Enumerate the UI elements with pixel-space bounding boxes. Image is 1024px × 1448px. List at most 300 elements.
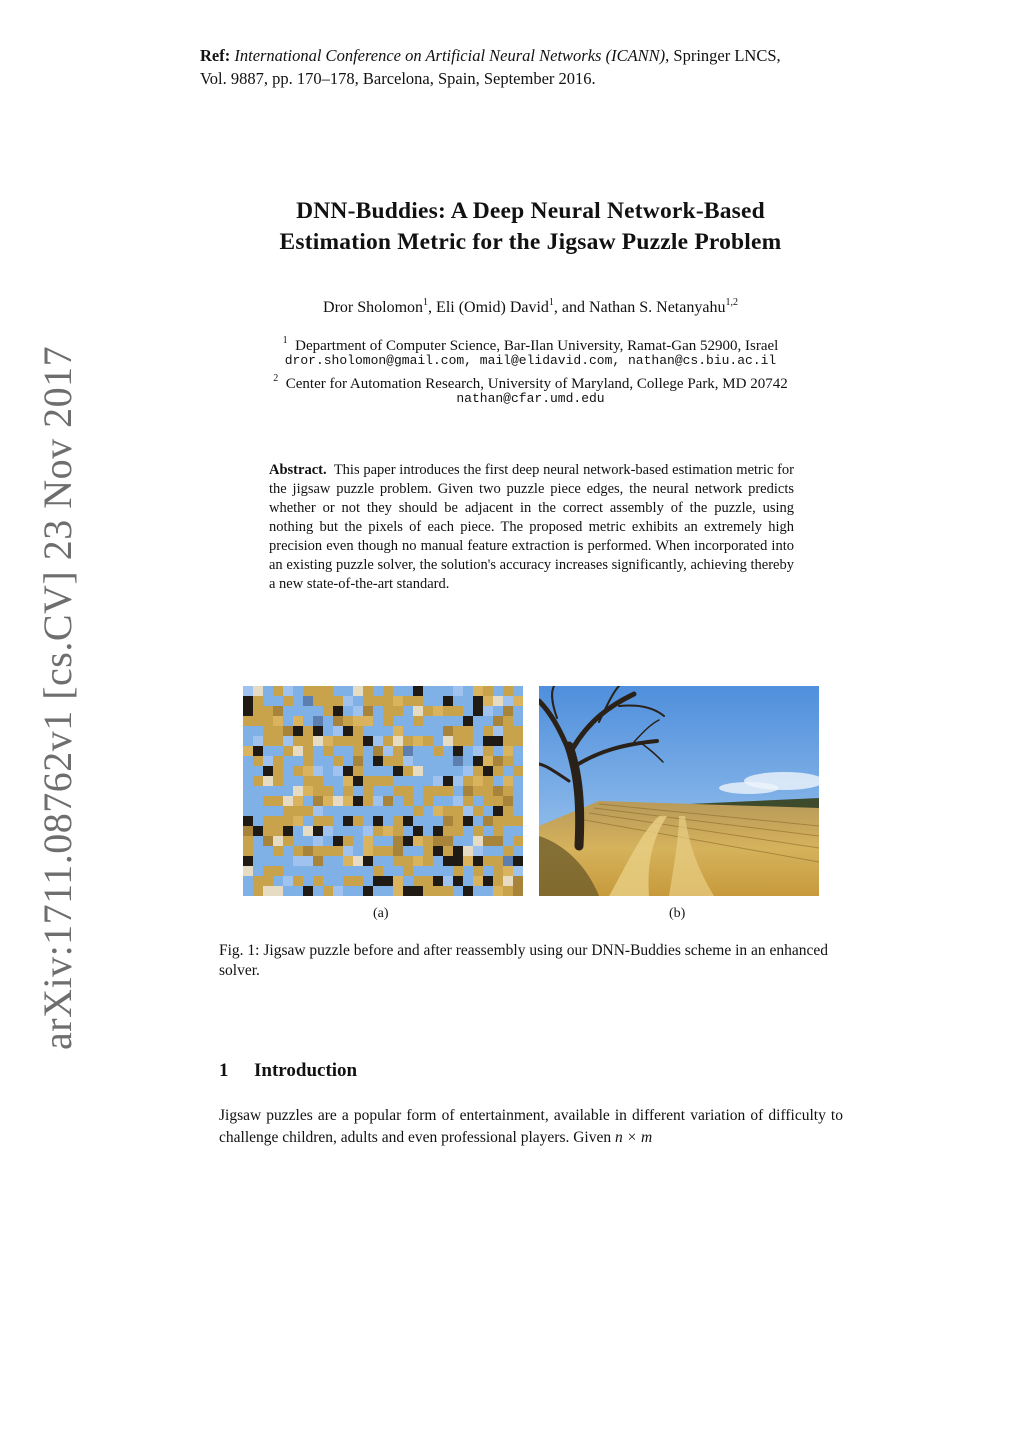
puzzle-tile: [253, 736, 263, 746]
intro-text: Jigsaw puzzles are a popular form of entertainment, available in different variation of difficulty to challenge children, adults and even professional players. Given: [219, 1107, 843, 1146]
puzzle-tile: [393, 696, 403, 706]
puzzle-tile: [443, 886, 453, 896]
puzzle-tile: [433, 886, 443, 896]
puzzle-tile: [263, 836, 273, 846]
puzzle-tile: [513, 776, 523, 786]
puzzle-tile: [453, 886, 463, 896]
puzzle-tile: [273, 856, 283, 866]
subfigure-label-b: (b): [669, 906, 686, 921]
puzzle-tile: [303, 866, 313, 876]
puzzle-tile: [283, 716, 293, 726]
puzzle-tile: [513, 716, 523, 726]
puzzle-tile: [423, 836, 433, 846]
puzzle-tile: [283, 796, 293, 806]
puzzle-tile: [263, 856, 273, 866]
puzzle-tile: [293, 826, 303, 836]
puzzle-tile: [243, 766, 253, 776]
puzzle-tile: [353, 786, 363, 796]
puzzle-tile: [463, 746, 473, 756]
puzzle-tile: [343, 856, 353, 866]
puzzle-tile: [453, 836, 463, 846]
puzzle-tile: [403, 886, 413, 896]
puzzle-tile: [293, 816, 303, 826]
puzzle-tile: [253, 686, 263, 696]
puzzle-tile: [403, 776, 413, 786]
puzzle-tile: [443, 726, 453, 736]
puzzle-tile: [393, 746, 403, 756]
puzzle-tile: [373, 876, 383, 886]
puzzle-tile: [353, 876, 363, 886]
puzzle-tile: [443, 796, 453, 806]
puzzle-tile: [303, 686, 313, 696]
puzzle-tile: [443, 746, 453, 756]
puzzle-tile: [413, 836, 423, 846]
puzzle-tile: [453, 856, 463, 866]
puzzle-tile: [403, 696, 413, 706]
puzzle-tile: [493, 886, 503, 896]
reference-line2: Vol. 9887, pp. 170–178, Barcelona, Spain, September 2016.: [200, 69, 596, 88]
puzzle-tile: [443, 766, 453, 776]
author-sep: , and: [553, 299, 590, 316]
puzzle-tile: [473, 736, 483, 746]
puzzle-tile: [253, 826, 263, 836]
puzzle-tile: [253, 816, 263, 826]
puzzle-tile: [343, 706, 353, 716]
puzzle-tile: [313, 776, 323, 786]
puzzle-tile: [413, 876, 423, 886]
puzzle-tile: [323, 806, 333, 816]
puzzle-tile: [333, 886, 343, 896]
puzzle-tile: [363, 726, 373, 736]
puzzle-tile: [303, 796, 313, 806]
puzzle-tile: [343, 846, 353, 856]
puzzle-tile: [503, 836, 513, 846]
puzzle-tile: [283, 886, 293, 896]
puzzle-tile: [243, 826, 253, 836]
puzzle-tile: [503, 686, 513, 696]
puzzle-tile: [273, 776, 283, 786]
puzzle-tile: [503, 786, 513, 796]
puzzle-tile: [473, 776, 483, 786]
puzzle-tile: [323, 736, 333, 746]
puzzle-tile: [293, 886, 303, 896]
puzzle-tile: [363, 826, 373, 836]
puzzle-tile: [323, 886, 333, 896]
puzzle-tile: [443, 826, 453, 836]
puzzle-tile: [273, 766, 283, 776]
puzzle-tile: [353, 776, 363, 786]
title-line-1: DNN-Buddies: A Deep Neural Network-Based: [296, 198, 765, 224]
puzzle-tile: [403, 756, 413, 766]
puzzle-tile: [283, 736, 293, 746]
puzzle-tile: [483, 806, 493, 816]
puzzle-tile: [513, 826, 523, 836]
puzzle-tile: [463, 866, 473, 876]
puzzle-tile: [293, 776, 303, 786]
puzzle-tile: [333, 876, 343, 886]
puzzle-tile: [403, 706, 413, 716]
puzzle-tile: [493, 726, 503, 736]
puzzle-tile: [503, 776, 513, 786]
puzzle-tile: [423, 736, 433, 746]
puzzle-tile: [333, 726, 343, 736]
puzzle-tile: [273, 736, 283, 746]
puzzle-tile: [333, 796, 343, 806]
puzzle-tile: [253, 806, 263, 816]
puzzle-tile: [323, 866, 333, 876]
puzzle-tile: [513, 886, 523, 896]
puzzle-tile: [253, 716, 263, 726]
puzzle-tile: [483, 846, 493, 856]
puzzle-tile: [423, 686, 433, 696]
puzzle-tile: [253, 746, 263, 756]
puzzle-tile: [353, 866, 363, 876]
puzzle-tile: [483, 786, 493, 796]
puzzle-tile: [453, 766, 463, 776]
puzzle-tile: [303, 776, 313, 786]
puzzle-tile: [253, 836, 263, 846]
abstract-label: Abstract.: [269, 462, 327, 478]
intro-math: n × m: [614, 1129, 653, 1146]
puzzle-tile: [433, 816, 443, 826]
puzzle-tile: [243, 686, 253, 696]
puzzle-tile: [323, 836, 333, 846]
puzzle-tile: [413, 846, 423, 856]
puzzle-tile: [343, 686, 353, 696]
puzzle-tile: [493, 766, 503, 776]
puzzle-tile: [303, 726, 313, 736]
puzzle-tile: [323, 816, 333, 826]
puzzle-tile: [283, 786, 293, 796]
puzzle-tile: [293, 726, 303, 736]
puzzle-tile: [283, 686, 293, 696]
puzzle-tile: [413, 796, 423, 806]
puzzle-tile: [313, 796, 323, 806]
puzzle-tile: [433, 876, 443, 886]
puzzle-tile: [323, 716, 333, 726]
puzzle-tile: [423, 846, 433, 856]
puzzle-tile: [473, 796, 483, 806]
puzzle-tile: [363, 776, 373, 786]
puzzle-tile: [323, 786, 333, 796]
cloud: [719, 782, 779, 794]
puzzle-tile: [353, 846, 363, 856]
puzzle-tile: [263, 706, 273, 716]
puzzle-tile: [323, 706, 333, 716]
puzzle-tile: [493, 696, 503, 706]
puzzle-tile: [433, 766, 443, 776]
puzzle-tile: [243, 706, 253, 716]
puzzle-tile: [243, 726, 253, 736]
puzzle-tile: [383, 726, 393, 736]
puzzle-tile: [463, 736, 473, 746]
puzzle-tile: [423, 826, 433, 836]
puzzle-tile: [433, 796, 443, 806]
puzzle-tile: [373, 776, 383, 786]
puzzle-tile: [313, 886, 323, 896]
puzzle-tile: [423, 716, 433, 726]
puzzle-tile: [453, 716, 463, 726]
puzzle-tile: [333, 846, 343, 856]
puzzle-tile: [453, 726, 463, 736]
puzzle-tile: [383, 846, 393, 856]
puzzle-tile: [413, 746, 423, 756]
puzzle-tile: [363, 806, 373, 816]
puzzle-tile: [353, 886, 363, 896]
puzzle-tile: [403, 796, 413, 806]
puzzle-tile: [283, 766, 293, 776]
puzzle-tile: [273, 826, 283, 836]
puzzle-tile: [493, 876, 503, 886]
puzzle-tile: [463, 796, 473, 806]
puzzle-tile: [493, 686, 503, 696]
puzzle-tile: [263, 796, 273, 806]
affiliation-text: Center for Automation Research, University of Maryland, College Park, MD 20742: [285, 376, 788, 392]
puzzle-tile: [413, 706, 423, 716]
puzzle-tile: [313, 806, 323, 816]
puzzle-tile: [423, 766, 433, 776]
author-name: Eli (Omid) David: [436, 299, 549, 316]
puzzle-tile: [313, 876, 323, 886]
puzzle-tile: [443, 696, 453, 706]
puzzle-tile: [283, 826, 293, 836]
puzzle-tile: [483, 726, 493, 736]
puzzle-tile: [393, 736, 403, 746]
puzzle-tile: [303, 826, 313, 836]
puzzle-tile: [413, 696, 423, 706]
puzzle-tile: [383, 696, 393, 706]
puzzle-tile: [293, 836, 303, 846]
puzzle-tile: [383, 756, 393, 766]
puzzle-tile: [293, 756, 303, 766]
puzzle-tile: [433, 696, 443, 706]
puzzle-tile: [473, 816, 483, 826]
puzzle-tile: [513, 836, 523, 846]
puzzle-tile: [333, 696, 343, 706]
puzzle-tile: [333, 756, 343, 766]
section-title: Introduction: [254, 1060, 358, 1081]
puzzle-tile: [273, 876, 283, 886]
puzzle-tile: [403, 766, 413, 776]
puzzle-tile: [463, 816, 473, 826]
puzzle-tile: [373, 726, 383, 736]
puzzle-tile: [373, 686, 383, 696]
puzzle-tile: [513, 786, 523, 796]
puzzle-tile: [333, 686, 343, 696]
puzzle-tile: [363, 786, 373, 796]
puzzle-tile: [243, 696, 253, 706]
puzzle-tile: [423, 876, 433, 886]
puzzle-tile: [473, 856, 483, 866]
puzzle-tile: [503, 726, 513, 736]
puzzle-tile: [353, 736, 363, 746]
puzzle-tile: [463, 776, 473, 786]
puzzle-tile: [303, 786, 313, 796]
puzzle-tile: [453, 796, 463, 806]
puzzle-tile: [243, 736, 253, 746]
puzzle-tile: [283, 856, 293, 866]
puzzle-tile: [353, 756, 363, 766]
puzzle-tile: [453, 736, 463, 746]
puzzle-tile: [313, 786, 323, 796]
puzzle-tile: [443, 806, 453, 816]
puzzle-tile: [393, 836, 403, 846]
puzzle-tile: [443, 716, 453, 726]
puzzle-tile: [343, 876, 353, 886]
section-number: 1: [219, 1060, 229, 1081]
puzzle-tile: [383, 886, 393, 896]
puzzle-tile: [503, 696, 513, 706]
puzzle-tile: [303, 816, 313, 826]
scrambled-puzzle-image: [243, 686, 523, 896]
puzzle-tile: [313, 816, 323, 826]
puzzle-tile: [443, 756, 453, 766]
puzzle-tile: [423, 706, 433, 716]
puzzle-tile: [403, 846, 413, 856]
puzzle-tile: [273, 866, 283, 876]
puzzle-tile: [483, 746, 493, 756]
puzzle-tile: [403, 746, 413, 756]
puzzle-tile: [463, 726, 473, 736]
puzzle-tile: [483, 816, 493, 826]
puzzle-tile: [433, 786, 443, 796]
puzzle-tile: [313, 706, 323, 716]
puzzle-tile: [423, 786, 433, 796]
puzzle-tile: [263, 806, 273, 816]
puzzle-tile: [343, 826, 353, 836]
puzzle-tile: [453, 806, 463, 816]
puzzle-tile: [373, 836, 383, 846]
puzzle-tile: [283, 726, 293, 736]
puzzle-tile: [493, 806, 503, 816]
puzzle-tile: [393, 846, 403, 856]
puzzle-tile: [263, 726, 273, 736]
puzzle-tile: [493, 706, 503, 716]
puzzle-tile: [303, 886, 313, 896]
puzzle-tile: [353, 716, 363, 726]
puzzle-tile: [303, 766, 313, 776]
puzzle-tile: [463, 696, 473, 706]
puzzle-tile: [403, 866, 413, 876]
puzzle-tile: [253, 846, 263, 856]
puzzle-tile: [453, 876, 463, 886]
puzzle-tile: [413, 776, 423, 786]
puzzle-tile: [343, 736, 353, 746]
puzzle-tile: [383, 736, 393, 746]
puzzle-tile: [313, 686, 323, 696]
puzzle-tile: [323, 726, 333, 736]
puzzle-tile: [333, 786, 343, 796]
puzzle-tile: [453, 776, 463, 786]
puzzle-tile: [353, 806, 363, 816]
puzzle-tile: [373, 796, 383, 806]
puzzle-tile: [303, 706, 313, 716]
puzzle-tile: [393, 706, 403, 716]
puzzle-tile: [503, 886, 513, 896]
puzzle-tile: [383, 806, 393, 816]
puzzle-tile: [243, 756, 253, 766]
puzzle-tile: [303, 756, 313, 766]
puzzle-tile: [413, 806, 423, 816]
puzzle-tile: [503, 716, 513, 726]
abstract-text: This paper introduces the first deep neural network-based estimation metric for the jigsaw puzzle problem. Given two puzzle piece edges, the neural network predicts whether or not they should be adjacent in the correct assembly of the puzzle, using nothing but the pixels of each piece. The proposed metric exhibits an extremely high precision even though no manual feature extraction is performed. When incorporated into an existing puzzle solver, the solution's accuracy increases significantly, achieving thereby a new state-of-the-art standard.: [269, 462, 794, 592]
puzzle-tile: [293, 716, 303, 726]
puzzle-tile: [383, 746, 393, 756]
puzzle-tile: [463, 806, 473, 816]
puzzle-tile: [423, 776, 433, 786]
puzzle-tile: [443, 836, 453, 846]
puzzle-tile: [413, 816, 423, 826]
puzzle-tile: [273, 886, 283, 896]
puzzle-tile: [483, 776, 493, 786]
puzzle-tile: [303, 806, 313, 816]
puzzle-tile: [373, 846, 383, 856]
puzzle-tile: [413, 766, 423, 776]
puzzle-tile: [283, 776, 293, 786]
title-line-2: Estimation Metric for the Jigsaw Puzzle Problem: [279, 229, 782, 255]
puzzle-tile: [323, 766, 333, 776]
puzzle-tile: [253, 766, 263, 776]
puzzle-tile: [493, 756, 503, 766]
figure-caption: Fig. 1: Jigsaw puzzle before and after reassembly using our DNN-Buddies scheme in an enhanced solver.: [219, 942, 829, 979]
puzzle-tile: [373, 766, 383, 776]
puzzle-tile: [343, 776, 353, 786]
puzzle-tile: [363, 866, 373, 876]
puzzle-tile: [473, 706, 483, 716]
puzzle-tile: [493, 786, 503, 796]
puzzle-tile: [443, 706, 453, 716]
puzzle-tile: [263, 696, 273, 706]
puzzle-tile: [313, 736, 323, 746]
reference-note: [200, 44, 880, 90]
puzzle-tile: [343, 756, 353, 766]
puzzle-tile: [273, 726, 283, 736]
puzzle-tile: [373, 826, 383, 836]
puzzle-tile: [363, 716, 373, 726]
puzzle-tile: [453, 746, 463, 756]
puzzle-tile: [483, 716, 493, 726]
puzzle-tile: [263, 686, 273, 696]
puzzle-tile: [413, 726, 423, 736]
puzzle-tile: [473, 756, 483, 766]
puzzle-tile: [443, 856, 453, 866]
puzzle-tile: [423, 806, 433, 816]
puzzle-tile: [323, 876, 333, 886]
puzzle-tile: [423, 856, 433, 866]
puzzle-tile: [293, 766, 303, 776]
puzzle-tile: [333, 776, 343, 786]
puzzle-tile: [313, 726, 323, 736]
puzzle-tile: [363, 686, 373, 696]
puzzle-tile: [493, 736, 503, 746]
puzzle-tile: [273, 846, 283, 856]
puzzle-tile: [513, 876, 523, 886]
puzzle-tile: [363, 856, 373, 866]
puzzle-tile: [253, 796, 263, 806]
puzzle-tile: [483, 866, 493, 876]
puzzle-tile: [443, 686, 453, 696]
puzzle-tile: [493, 776, 503, 786]
puzzle-tile: [383, 686, 393, 696]
puzzle-tile: [293, 806, 303, 816]
puzzle-tile: [363, 766, 373, 776]
puzzle-tile: [373, 716, 383, 726]
puzzle-tile: [423, 746, 433, 756]
puzzle-tile: [433, 686, 443, 696]
affiliation-2-emails: nathan@cfar.umd.edu: [456, 391, 605, 406]
puzzle-tile: [433, 706, 443, 716]
puzzle-tile: [383, 796, 393, 806]
